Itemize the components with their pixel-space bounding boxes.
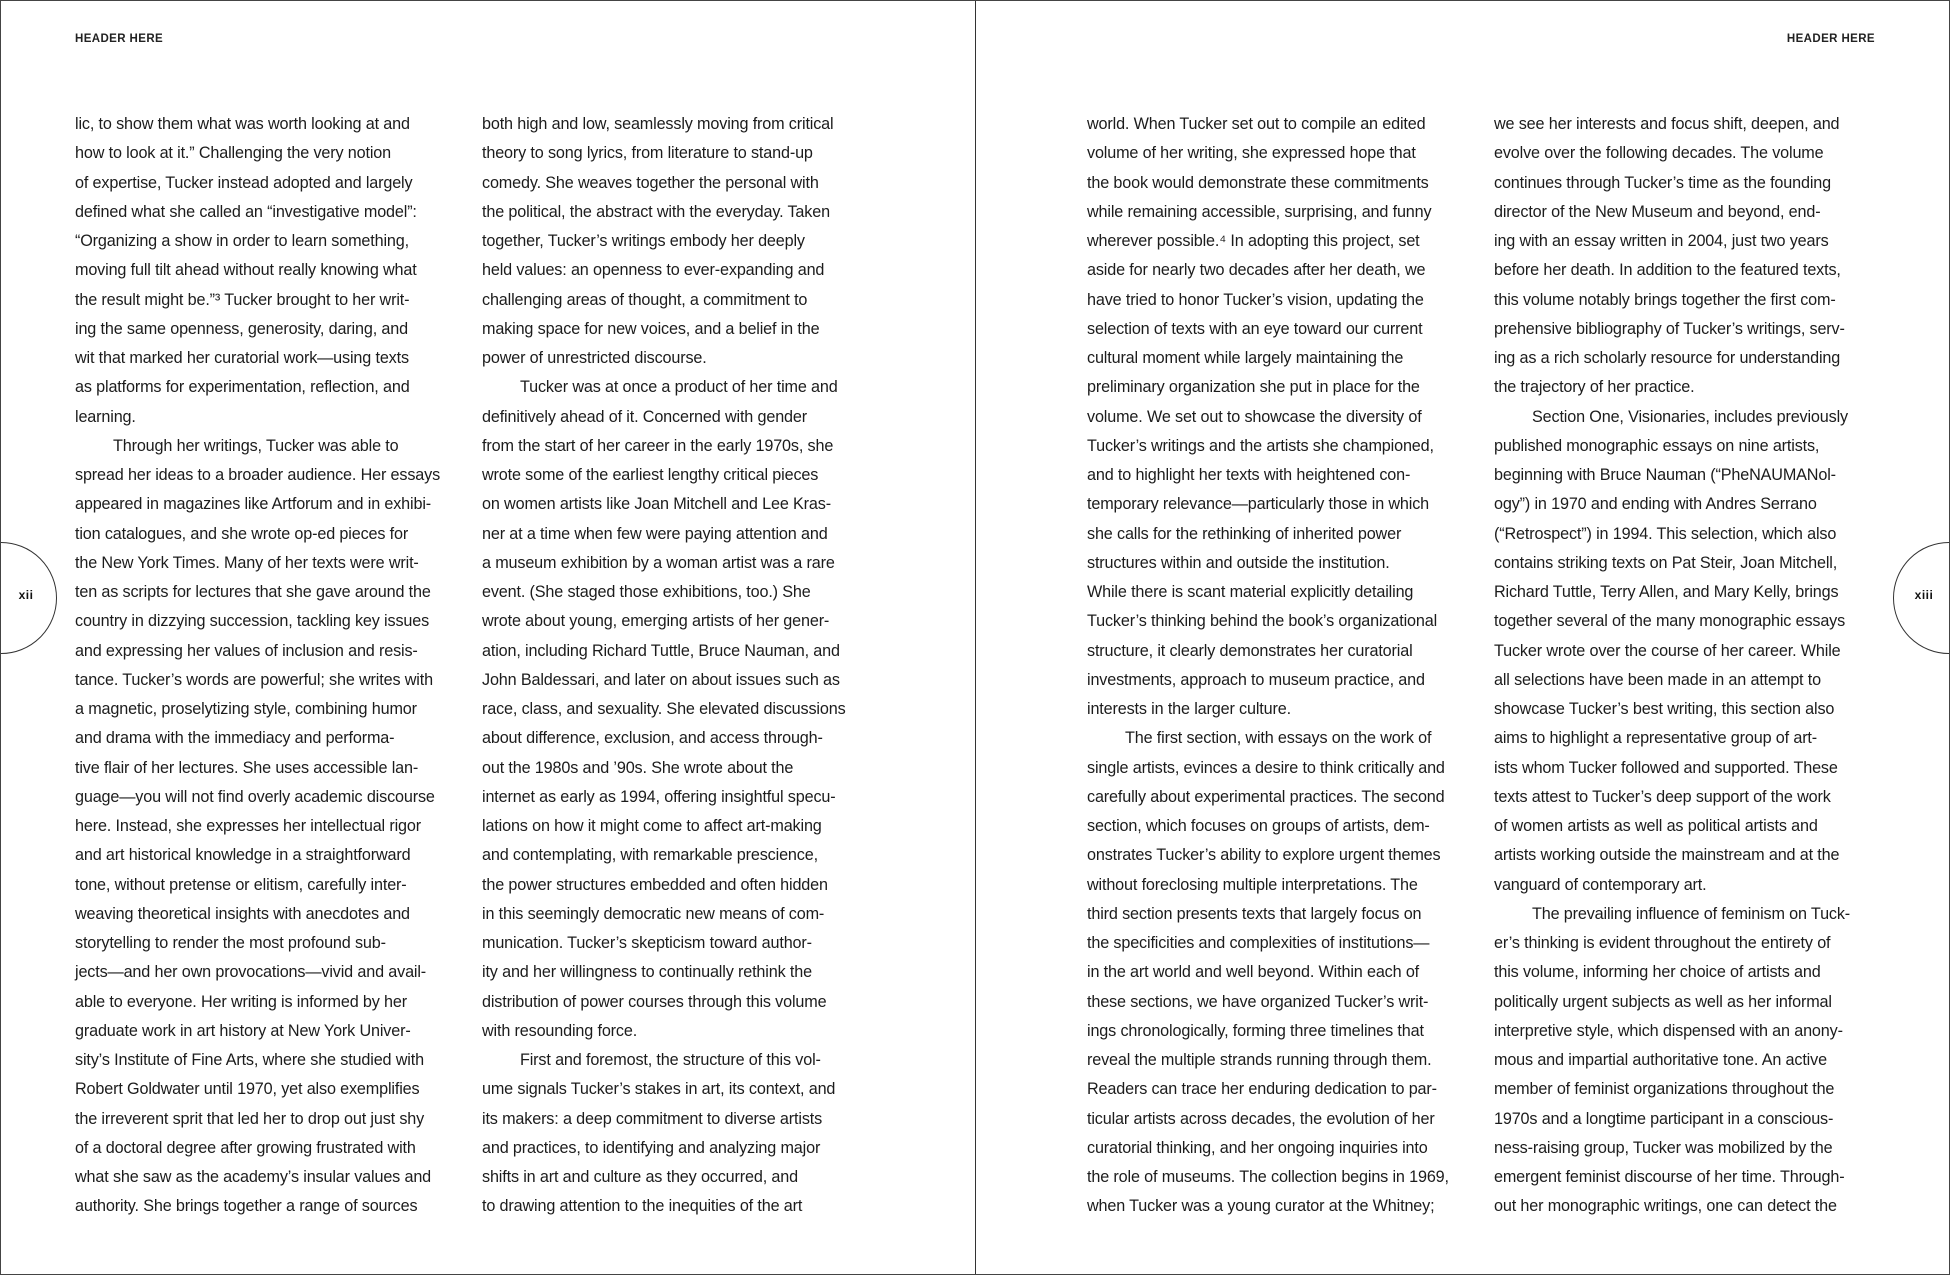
page-number-right: xiii <box>1914 588 1934 602</box>
text-line: ists whom Tucker followed and supported. These <box>1494 758 1838 777</box>
text-line: distribution of power courses through this volume <box>482 992 827 1011</box>
text-line: and expressing her values of inclusion and resis- <box>75 641 418 660</box>
text-line: ner at a time when few were paying attention and <box>482 524 828 543</box>
text-line: ogy”) in 1970 and ending with Andres Serrano <box>1494 495 1817 514</box>
text-line: while remaining accessible, surprising, and funny <box>1087 202 1432 221</box>
text-line: ation, including Richard Tuttle, Bruce Nauman, and <box>482 641 840 660</box>
text-line: spread her ideas to a broader audience. Her essays <box>75 466 441 484</box>
text-line: a magnetic, proselytizing style, combining humor <box>75 700 417 718</box>
text-line: as platforms for experimentation, reflection, and <box>75 378 410 397</box>
text-line: the trajectory of her practice. <box>1494 378 1695 397</box>
text-line: the political, the abstract with the everyday. Taken <box>482 202 830 221</box>
spine-gutter <box>975 0 976 1275</box>
text-line: power of unrestricted discourse. <box>482 349 707 367</box>
text-line: director of the New Museum and beyond, end- <box>1494 202 1821 221</box>
text-line: prehensive bibliography of Tucker’s writings, serv- <box>1494 319 1845 338</box>
text-line: this volume notably brings together the first com- <box>1494 290 1836 309</box>
text-line: this volume, informing her choice of artists and <box>1494 963 1821 982</box>
text-line: without foreclosing multiple interpretations. The <box>1087 875 1418 894</box>
text-line: section, which focuses on groups of artists, dem- <box>1087 817 1430 835</box>
text-line: “Organizing a show in order to learn something, <box>75 232 409 250</box>
text-line: John Baldessari, and later on about issues such as <box>482 670 840 689</box>
text-line: er’s thinking is evident throughout the entirety of <box>1494 934 1831 952</box>
text-line: the power structures embedded and often hidden <box>482 875 828 894</box>
text-line: we see her interests and focus shift, deepen, and <box>1494 115 1840 133</box>
text-line: together, Tucker’s writings embody her deeply <box>482 232 805 250</box>
text-line: ings chronologically, forming three timelines that <box>1087 1021 1424 1040</box>
left-page-column-2 <box>482 110 872 1222</box>
text-line: what she saw as the academy’s insular values and <box>75 1168 432 1186</box>
text-line: tone, without pretense or elitism, carefully inter- <box>75 875 407 894</box>
text-line: contains striking texts on Pat Steir, Joan Mitchell, <box>1494 553 1838 572</box>
text-line: she calls for the rethinking of inherited power <box>1087 524 1402 543</box>
text-line: Tucker wrote over the course of her career. While <box>1494 641 1841 660</box>
text-line: learning. <box>75 407 136 426</box>
text-line: and art historical knowledge in a straightforward <box>75 846 411 865</box>
text-line: Readers can trace her enduring dedication to par- <box>1087 1080 1437 1099</box>
text-line: Tucker was at once a product of her time and <box>520 378 838 397</box>
text-line: making space for new voices, and a belief in the <box>482 319 820 338</box>
text-line: politically urgent subjects as well as her informal <box>1494 992 1832 1011</box>
text-line: lations on how it might come to affect art-making <box>482 817 822 835</box>
text-line: aims to highlight a representative group of art- <box>1494 729 1818 748</box>
text-line: artists working outside the mainstream and at the <box>1494 846 1840 865</box>
text-line: before her death. In addition to the featured texts, <box>1494 261 1841 280</box>
text-line: the specificities and complexities of institutions— <box>1087 934 1430 952</box>
text-line: the irreverent sprit that led her to drop out just shy <box>75 1109 425 1128</box>
text-line: in the art world and well beyond. Within each of <box>1087 963 1420 982</box>
text-line: reveal the multiple strands running through them. <box>1087 1051 1432 1069</box>
text-line: shifts in art and culture as they occurred, and <box>482 1168 798 1186</box>
text-line: race, class, and sexuality. She elevated discussions <box>482 700 846 718</box>
text-line: and to highlight her texts with heightened con- <box>1087 466 1411 484</box>
text-line: emergent feminist discourse of her time. Through- <box>1494 1168 1845 1186</box>
text-line: all selections have been made in an attempt to <box>1494 670 1821 689</box>
text-line: Richard Tuttle, Terry Allen, and Mary Kelly, brings <box>1494 583 1839 601</box>
running-head-left: HEADER HERE <box>75 33 164 45</box>
text-line: published monographic essays on nine artists, <box>1494 436 1820 455</box>
text-line: showcase Tucker’s best writing, this section also <box>1494 700 1835 718</box>
text-line: First and foremost, the structure of this vol- <box>520 1051 821 1069</box>
text-line: a museum exhibition by a woman artist was a rare <box>482 553 835 572</box>
text-line: both high and low, seamlessly moving from critical <box>482 115 834 133</box>
text-line: ity and her willingness to continually rethink the <box>482 963 812 982</box>
text-line: temporary relevance—particularly those in which <box>1087 495 1430 514</box>
text-line: texts attest to Tucker’s deep support of the work <box>1494 787 1831 806</box>
left-page-column-1 <box>75 110 465 1222</box>
text-line: interpretive style, which dispensed with an anony- <box>1494 1021 1843 1040</box>
text-line: vanguard of contemporary art. <box>1494 875 1707 894</box>
text-line: structures within and outside the institution. <box>1087 553 1390 572</box>
text-line: lic, to show them what was worth looking at and <box>75 115 410 133</box>
text-line: of women artists as well as political artists and <box>1494 817 1818 835</box>
text-line: appeared in magazines like Artforum and in exhibi- <box>75 495 432 514</box>
text-line: able to everyone. Her writing is informed by her <box>75 992 407 1011</box>
text-line: here. Instead, she expresses her intellectual rigor <box>75 817 421 835</box>
text-line: tion catalogues, and she wrote op-ed pieces for <box>75 524 409 543</box>
text-line: ing as a rich scholarly resource for understanding <box>1494 349 1841 367</box>
text-line: selection of texts with an eye toward our current <box>1087 319 1423 338</box>
text-line: ness-raising group, Tucker was mobilized by the <box>1494 1138 1833 1157</box>
text-line: Through her writings, Tucker was able to <box>113 436 399 455</box>
text-line: jects—and her own provocations—vivid and avail- <box>75 963 427 982</box>
text-line: country in dizzying succession, tackling key issues <box>75 612 430 631</box>
text-line: third section presents texts that largely focus on <box>1087 904 1422 923</box>
text-line: these sections, we have organized Tucker’s writ- <box>1087 992 1429 1011</box>
text-line: mous and impartial authoritative tone. An active <box>1494 1051 1827 1069</box>
text-line: single artists, evinces a desire to think critically and <box>1087 758 1445 777</box>
text-line: interests in the larger culture. <box>1087 700 1291 718</box>
text-line: wit that marked her curatorial work—using texts <box>75 349 409 367</box>
text-line: member of feminist organizations throughout the <box>1494 1080 1835 1099</box>
text-line: held values: an openness to ever-expanding and <box>482 261 825 280</box>
text-line: definitively ahead of it. Concerned with gender <box>482 407 807 426</box>
text-line: ing the same openness, generosity, daring, and <box>75 319 408 338</box>
text-line: on women artists like Joan Mitchell and Lee Kras- <box>482 495 831 514</box>
text-line: comedy. She weaves together the personal with <box>482 173 819 192</box>
text-line: event. (She staged those exhibitions, too.) She <box>482 583 811 601</box>
text-line: in this seemingly democratic new means of com- <box>482 904 825 923</box>
text-line: storytelling to render the most profound sub- <box>75 934 386 952</box>
right-page-column-1 <box>1087 110 1477 1222</box>
text-line: weaving theoretical insights with anecdotes and <box>75 904 410 923</box>
text-line: ten as scripts for lectures that she gave around the <box>75 583 431 601</box>
text-line: The first section, with essays on the work of <box>1125 729 1432 748</box>
text-line: (“Retrospect”) in 1994. This selection, which also <box>1494 524 1837 543</box>
text-line: aside for nearly two decades after her death, we <box>1087 261 1426 280</box>
right-page-column-2 <box>1494 110 1884 1222</box>
text-line: and practices, to identifying and analyzing major <box>482 1138 821 1157</box>
text-line: ing with an essay written in 2004, just two years <box>1494 232 1829 250</box>
text-line: the New York Times. Many of her texts were writ- <box>75 553 419 572</box>
text-line: ume signals Tucker’s stakes in art, its context, and <box>482 1080 836 1099</box>
text-line: guage—you will not find overly academic discourse <box>75 787 435 806</box>
running-head-right: HEADER HERE <box>1786 33 1875 45</box>
text-line: world. When Tucker set out to compile an edited <box>1087 115 1426 133</box>
text-line: tive flair of her lectures. She uses accessible lan- <box>75 758 419 777</box>
text-line: cultural moment while largely maintaining the <box>1087 349 1404 367</box>
text-line: authority. She brings together a range of sources <box>75 1197 418 1216</box>
text-line: about difference, exclusion, and access through- <box>482 729 823 748</box>
text-line: Tucker’s thinking behind the book’s organizational <box>1087 612 1438 631</box>
text-line: Section One, Visionaries, includes previously <box>1532 407 1848 426</box>
text-line: its makers: a deep commitment to diverse artists <box>482 1109 823 1128</box>
text-line: to drawing attention to the inequities of the art <box>482 1197 803 1216</box>
text-line: have tried to honor Tucker’s vision, updating the <box>1087 290 1424 309</box>
text-line: wrote some of the earliest lengthy critical pieces <box>482 466 819 484</box>
text-line: out the 1980s and ’90s. She wrote about the <box>482 758 794 777</box>
text-line: how to look at it.” Challenging the very notion <box>75 144 391 163</box>
text-line: from the start of her career in the early 1970s, she <box>482 436 834 455</box>
text-line: wrote about young, emerging artists of her gener- <box>482 612 830 631</box>
text-line: 1970s and a longtime participant in a conscious- <box>1494 1109 1834 1128</box>
text-line: Robert Goldwater until 1970, yet also exemplifies <box>75 1080 420 1099</box>
text-line: internet as early as 1994, offering insightful specu- <box>482 787 836 806</box>
text-line: continues through Tucker’s time as the founding <box>1494 173 1831 192</box>
text-line: sity’s Institute of Fine Arts, where she studied with <box>75 1051 424 1069</box>
text-line: Tucker’s writings and the artists she championed, <box>1087 436 1434 455</box>
page-number-left: xii <box>18 588 34 602</box>
text-line: volume of her writing, she expressed hope that <box>1087 144 1416 163</box>
text-line: beginning with Bruce Nauman (“PheNAUMANol- <box>1494 466 1836 484</box>
text-line: together several of the many monographic essays <box>1494 612 1846 631</box>
text-line: when Tucker was a young curator at the Whitney; <box>1087 1197 1435 1216</box>
text-line: out her monographic writings, one can detect the <box>1494 1197 1837 1216</box>
text-line: the role of museums. The collection begins in 1969, <box>1087 1168 1449 1186</box>
text-line: carefully about experimental practices. The second <box>1087 787 1445 806</box>
text-line: the result might be.”³ Tucker brought to her writ- <box>75 290 410 309</box>
text-line: volume. We set out to showcase the diversity of <box>1087 407 1422 426</box>
text-line: the book would demonstrate these commitments <box>1087 173 1429 192</box>
text-line: and contemplating, with remarkable prescience, <box>482 846 818 865</box>
text-line: graduate work in art history at New York Univer- <box>75 1021 411 1040</box>
text-line: onstrates Tucker’s ability to explore urgent themes <box>1087 846 1441 865</box>
text-line: with resounding force. <box>482 1021 638 1040</box>
text-line: preliminary organization she put in place for the <box>1087 378 1420 397</box>
text-line: evolve over the following decades. The volume <box>1494 144 1824 163</box>
text-line: and drama with the immediacy and performa- <box>75 729 395 748</box>
text-line: of a doctoral degree after growing frustrated with <box>75 1138 416 1157</box>
text-line: wherever possible.⁴ In adopting this project, set <box>1087 232 1420 250</box>
text-line: theory to song lyrics, from literature to stand-up <box>482 144 813 163</box>
text-line: structure, it clearly demonstrates her curatorial <box>1087 641 1413 660</box>
text-line: challenging areas of thought, a commitment to <box>482 290 808 309</box>
text-line: ticular artists across decades, the evolution of her <box>1087 1109 1435 1128</box>
text-line: The prevailing influence of feminism on Tuck- <box>1532 904 1851 923</box>
text-line: tance. Tucker’s words are powerful; she writes with <box>75 670 433 689</box>
text-line: munication. Tucker’s skepticism toward author- <box>482 934 812 952</box>
text-line: While there is scant material explicitly detailing <box>1087 583 1414 601</box>
right-page <box>975 0 1950 1275</box>
text-line: defined what she called an “investigative model”: <box>75 202 417 221</box>
text-line: of expertise, Tucker instead adopted and largely <box>75 173 413 192</box>
text-line: curatorial thinking, and her ongoing inquiries into <box>1087 1138 1428 1157</box>
text-line: moving full tilt ahead without really knowing what <box>75 261 417 280</box>
text-line: investments, approach to museum practice, and <box>1087 670 1425 689</box>
